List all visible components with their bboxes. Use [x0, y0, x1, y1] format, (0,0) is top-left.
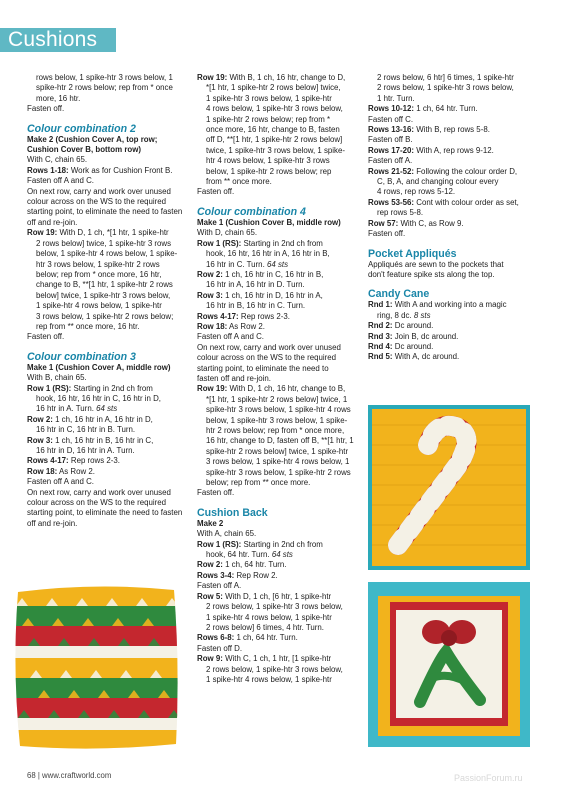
text-line: below] twice, 1 spike-htr 3 rows below,	[36, 290, 171, 300]
text-line: below, 1 spike-htr 3 rows below, 1 spike-	[206, 415, 348, 425]
row-text: ring, 8 dc.	[377, 310, 412, 320]
row-instruction	[197, 540, 359, 550]
row-label: Rows 6-8:	[197, 633, 235, 643]
text-line: off D, **[1 htr, 1 spike-htr 2 rows below]	[206, 135, 343, 145]
row-label: Row 19:	[27, 228, 58, 238]
text-line: 2 rows below, 1 spike-htr 3 rows below,	[206, 602, 343, 612]
text-line: Appliqués are sewn to the pockets that	[368, 259, 504, 269]
row-text: Rep rows 2-3.	[238, 311, 290, 321]
text-line: C, B, A, and changing colour every	[377, 177, 499, 187]
text-line: 2 rows below] 6 times, 4 htr. Turn.	[206, 622, 324, 632]
row-text: As Row 2.	[227, 321, 265, 331]
text-line: 2 rows below] twice, 1 spike-htr 3 rows	[36, 238, 172, 248]
row-label: Row 5:	[197, 591, 223, 601]
text-line: starting point, to eliminate the need to fasten	[27, 207, 183, 217]
subheading-cushion-back: Cushion Back	[197, 506, 268, 519]
candy-cane-applique-photo	[368, 405, 530, 570]
text-line: On next row, carry and work over unused	[27, 487, 171, 497]
text-line: colour across on the WS to the required	[27, 498, 167, 508]
text-line: hook, 16 htr, 16 htr in A, 16 htr in B,	[206, 249, 330, 259]
row-text: As Row 2.	[57, 466, 95, 476]
text-line: 2 rows below, 1 spike-htr 3 rows below,	[377, 83, 514, 93]
text-line: 4 rows, rep rows 5-12.	[377, 187, 456, 197]
text-line: 16 htr in D, 16 htr in A. Turn.	[36, 446, 135, 455]
row-label: Row 2:	[197, 560, 223, 570]
row-text: With C, as Row 9.	[398, 218, 464, 228]
row-text: 16 htr in C. Turn.	[206, 259, 265, 269]
column-2	[197, 73, 359, 685]
row-label: Rnd 5:	[368, 352, 393, 362]
row-label: Row 9:	[197, 654, 223, 664]
make-instruction: Make 1 (Cushion Cover A, middle row)	[27, 362, 171, 372]
text-line: 4 rows below, 1 spike-htr 3 rows below,	[206, 104, 343, 114]
text-line: fasten off and re-join.	[197, 373, 271, 383]
row-label: Row 1 (RS):	[197, 539, 242, 549]
subheading-colour-combination-2: Colour combination 2	[27, 122, 136, 135]
watermark: PassionForum.ru	[454, 773, 523, 783]
text-line: On next row, carry and work over unused	[27, 186, 171, 196]
text-line: Fasten off.	[27, 104, 65, 114]
text-line: colour across on the WS to the required	[27, 197, 167, 207]
row-instruction	[197, 654, 359, 664]
text-line: 3 rows below, 1 spike-htr 2 rows below;	[36, 311, 174, 321]
text-line: Fasten off D.	[197, 643, 243, 653]
row-label: Rows 53-56:	[368, 197, 415, 207]
text-line: Fasten off.	[197, 488, 235, 498]
row-label: Row 3:	[197, 290, 223, 300]
row-label: Rows 4-17:	[197, 311, 239, 321]
text-line: off and re-join.	[27, 217, 78, 227]
row-label: Row 19:	[197, 73, 228, 82]
row-text: Starting in 2nd ch from	[241, 539, 323, 549]
row-instruction	[368, 352, 528, 362]
row-text: 1 ch, 16 htr in B, 16 htr in C,	[52, 435, 154, 445]
stitch-count: 64 sts	[271, 550, 293, 560]
column-3	[368, 73, 528, 363]
text-line: starting point, to eliminate the need to	[197, 363, 329, 373]
text-line: With D, chain 65.	[197, 228, 258, 238]
text-line: colour across on the WS to the required	[197, 353, 337, 363]
row-instruction	[368, 332, 528, 342]
text-line: rows below, 1 spike-htr 3 rows below, 1	[36, 73, 173, 82]
text-line: spike-htr 2 rows below; rep from * once	[36, 83, 173, 93]
row-label: Row 18:	[197, 321, 228, 331]
row-text: Cont with colour order as set,	[414, 197, 519, 207]
row-label: Row 57:	[368, 218, 399, 228]
row-text: With D, 1 ch, *[1 htr, 1 spike-htr	[57, 228, 169, 238]
row-label: Row 1 (RS):	[197, 238, 242, 248]
row-instruction	[368, 321, 528, 331]
text-line: 2 rows below, 1 spike-htr 3 rows below,	[206, 664, 343, 674]
row-text: 1 ch, 64 htr. Turn.	[414, 104, 478, 114]
row-label: Rnd 1:	[368, 300, 393, 310]
text-line: 1 spike-htr 3 rows below, 1 spike-htr	[206, 93, 332, 103]
text-line: With C, chain 65.	[27, 155, 88, 165]
text-line	[27, 404, 189, 414]
text-line: With B, chain 65.	[27, 373, 87, 383]
text-line: don't feature spike sts along the top.	[368, 269, 495, 279]
row-instruction	[368, 342, 528, 352]
row-label: Row 3:	[27, 435, 53, 445]
row-instruction	[27, 456, 189, 466]
subheading-candy-cane: Candy Cane	[368, 288, 430, 301]
text-line: 16 htr in A, 16 htr in D. Turn.	[206, 280, 305, 290]
row-text: 1 ch, 16 htr in C, 16 htr in B,	[222, 269, 324, 279]
text-line: *[1 htr, 1 spike-htr 2 rows below] twice, 1	[206, 394, 348, 404]
column-1	[27, 73, 189, 529]
stitch-count: 8 sts	[413, 310, 431, 320]
text-line: 2 rows below, 6 htr] 6 times, 1 spike-htr	[377, 73, 514, 82]
stitch-count: 64 sts	[96, 404, 118, 414]
text-line: more, 16 htr.	[36, 93, 81, 103]
text-line: Fasten off A.	[197, 581, 242, 591]
row-instruction	[27, 467, 189, 477]
row-instruction	[368, 219, 528, 229]
text-line: Fasten off.	[368, 229, 406, 239]
text-line: twice, 1 spike-htr 3 rows below, 1 spike-	[206, 145, 346, 155]
text-line: spike-htr 3 rows below, 1 spike-htr 2 rows	[206, 467, 351, 477]
text-line: once more, 16 htr, change to B, fasten	[206, 125, 340, 135]
bow-applique-photo	[368, 582, 530, 747]
row-instruction	[197, 73, 359, 83]
cushion-photo	[8, 578, 183, 756]
row-label: Rows 21-52:	[368, 166, 415, 176]
text-line: *[1 htr, 1 spike-htr 2 rows below] twice,	[206, 83, 341, 93]
row-instruction	[368, 300, 528, 310]
row-instruction	[27, 415, 189, 425]
row-instruction	[368, 198, 528, 208]
text-line: 16 htr in C, 16 htr in B. Turn.	[36, 425, 136, 435]
text-line: rep from ** once more, 16 htr.	[36, 321, 140, 331]
row-instruction	[197, 312, 359, 322]
row-instruction	[27, 228, 189, 238]
row-text: With C, 1 ch, 1 htr, [1 spike-htr	[222, 654, 332, 664]
text-line: Fasten off A and C.	[27, 477, 94, 487]
row-label: Rows 13-16:	[368, 125, 415, 135]
text-line: htr 2 rows below; rep from * once more,	[206, 426, 345, 435]
text-line: rep rows 5-8.	[377, 208, 424, 218]
row-label: Row 18:	[27, 466, 58, 476]
page-footer: 68 | www.craftworld.com	[27, 771, 112, 780]
text-line: Fasten off A and C.	[197, 332, 264, 342]
row-text: Starting in 2nd ch from	[241, 238, 323, 248]
row-text: With B, 1 ch, 16 htr, change to D,	[227, 73, 346, 82]
row-text: Rep Row 2.	[234, 570, 278, 580]
text-line: Fasten off A.	[368, 156, 413, 166]
text-line: below, 1 spike-htr 2 rows below; rep	[206, 166, 332, 176]
row-text: Dc around.	[392, 321, 434, 331]
text-line: Fasten off C.	[368, 114, 414, 124]
stitch-count: 64 sts	[266, 259, 289, 269]
text-line: below; rep from * once more, 16 htr,	[36, 269, 162, 279]
row-text: 1 ch, 64 htr. Turn.	[222, 560, 287, 570]
row-text: With B, rep rows 5-8.	[414, 125, 490, 135]
row-label: Rows 4-17:	[27, 456, 69, 466]
text-line: On next row, carry and work over unused	[197, 342, 341, 352]
text-line: 16 htr in B, 16 htr in C. Turn.	[206, 301, 306, 311]
row-instruction	[197, 633, 359, 643]
row-text: Starting in 2nd ch from	[71, 383, 153, 393]
row-instruction	[197, 384, 359, 394]
make-instruction: Cushion Cover B, bottom row)	[27, 145, 141, 155]
row-text: Join B, dc around.	[392, 331, 459, 341]
subheading-pocket-appliques: Pocket Appliqués	[368, 247, 457, 260]
row-text: hook, 64 htr. Turn.	[206, 550, 270, 560]
text-line: 1 htr. Turn.	[377, 93, 415, 103]
row-instruction	[197, 291, 359, 301]
row-instruction	[368, 125, 528, 135]
row-text: With A, rep rows 9-12.	[414, 145, 494, 155]
text-line: Fasten off.	[197, 187, 235, 197]
row-label: Row 2:	[197, 269, 223, 279]
row-text: With D, 1 ch, [6 htr, 1 spike-htr	[222, 591, 332, 601]
row-text: Dc around.	[392, 341, 434, 351]
row-text: 16 htr in A. Turn.	[36, 404, 94, 414]
row-instruction	[197, 322, 359, 332]
text-line	[197, 550, 359, 560]
text-line: With A, chain 65.	[197, 529, 257, 539]
row-text: Rep rows 2-3.	[68, 456, 120, 466]
row-text: With D, 1 ch, 16 htr, change to B,	[227, 384, 346, 394]
text-line: Fasten off A and C.	[27, 176, 94, 186]
text-line: below; rep from ** once more.	[206, 478, 311, 488]
row-label: Rows 10-12:	[368, 104, 415, 114]
text-line: off and re-join.	[27, 518, 78, 528]
text-line: from ** once more.	[206, 177, 272, 187]
row-text: 1 ch, 16 htr in D, 16 htr in A,	[222, 290, 323, 300]
row-label: Rows 17-20:	[368, 145, 415, 155]
row-instruction	[197, 239, 359, 249]
row-label: Rnd 2:	[368, 321, 393, 331]
section-title: Cushions	[8, 28, 98, 51]
row-instruction	[27, 384, 189, 394]
row-text: Following the colour order D,	[414, 166, 518, 176]
text-line: below, 1 spike-htr 4 rows below, 1 spike-	[36, 249, 178, 259]
text-line: 16 htr, change to D, fasten off B, **[1 htr, 1	[206, 436, 354, 446]
text-line: spike-htr 2 rows below] twice, 1 spike-htr	[206, 446, 349, 456]
text-line: htr 4 rows below, 1 spike-htr 3 rows	[206, 156, 330, 166]
text-line: spike-htr 3 rows below, 1 spike-htr 4 rows	[206, 405, 351, 415]
row-instruction	[368, 167, 528, 177]
row-label: Row 1 (RS):	[27, 383, 72, 393]
row-instruction	[197, 560, 359, 570]
make-instruction: Make 2 (Cushion Cover A, top row;	[27, 134, 158, 144]
subheading-colour-combination-3: Colour combination 3	[27, 350, 136, 363]
text-line: htr 3 rows below, 1 spike-htr 2 rows	[36, 259, 160, 269]
subheading-colour-combination-4: Colour combination 4	[197, 205, 306, 218]
footer-website: www.craftworld.com	[42, 771, 112, 780]
row-text: With A and working into a magic	[392, 300, 507, 310]
make-instruction: Make 2	[197, 518, 224, 528]
row-label: Row 19:	[197, 384, 228, 394]
text-line: Fasten off B.	[368, 135, 413, 145]
row-label: Rows 3-4:	[197, 570, 235, 580]
text-line: 3 rows below, 1 spike-htr 4 rows below, 1	[206, 457, 350, 467]
make-instruction: Make 1 (Cushion Cover B, middle row)	[197, 217, 341, 227]
row-text: With A, dc around.	[392, 352, 460, 362]
row-label: Rnd 4:	[368, 341, 393, 351]
row-label: Rnd 3:	[368, 331, 393, 341]
row-instruction	[197, 270, 359, 280]
row-instruction	[197, 571, 359, 581]
row-label: Rows 1-18:	[27, 165, 69, 175]
row-label: Row 2:	[27, 414, 53, 424]
row-text: 1 ch, 16 htr in A, 16 htr in D,	[52, 414, 153, 424]
text-line: Fasten off.	[27, 332, 65, 342]
text-line: 1 spike-htr 4 rows below, 1 spike-htr	[206, 612, 332, 622]
row-text: 1 ch, 64 htr. Turn.	[234, 633, 298, 643]
text-line	[197, 260, 359, 270]
row-instruction	[27, 166, 189, 176]
row-instruction	[368, 146, 528, 156]
row-instruction	[27, 436, 189, 446]
row-instruction	[368, 104, 528, 114]
row-instruction	[197, 592, 359, 602]
text-line: hook, 16 htr, 16 htr in C, 16 htr in D,	[36, 393, 162, 403]
text-line: starting point, to eliminate the need to fasten	[27, 508, 183, 518]
text-line: change to B, **[1 htr, 1 spike-htr 2 rows	[36, 280, 173, 290]
text-line: 1 spike-htr 4 rows below, 1 spike-htr	[36, 301, 162, 311]
text-line: 1 spike-htr 2 rows below; rep from *	[206, 114, 331, 124]
text-line	[368, 311, 528, 321]
page-number: 68	[27, 771, 36, 780]
text-line: 1 spike-htr 4 rows below, 1 spike-htr	[206, 674, 332, 684]
row-text: Work as for Cushion Front B.	[68, 165, 173, 175]
